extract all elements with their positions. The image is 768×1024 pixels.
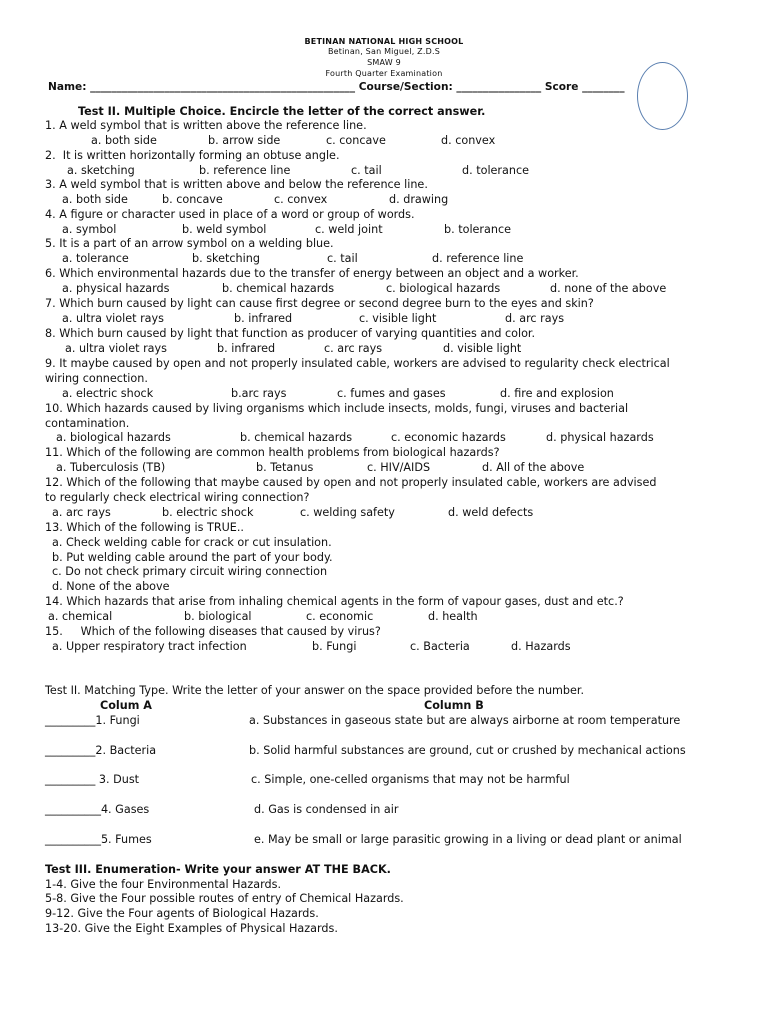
- mc-option: d. fire and explosion: [500, 387, 614, 400]
- exam-title: Fourth Quarter Examination: [325, 69, 443, 78]
- mc-instruction: Test II. Multiple Choice. Encircle the letter of the correct answer.: [78, 105, 486, 118]
- enumeration-item: 1-4. Give the four Environmental Hazards.: [45, 878, 282, 891]
- mc-option: c. HIV/AIDS: [367, 461, 431, 474]
- mc-option: d. physical hazards: [546, 431, 654, 444]
- mc-option: b. arrow side: [208, 134, 281, 147]
- mc-option: b. chemical hazards: [240, 431, 353, 444]
- enumeration-instruction: Test III. Enumeration- Write your answer AT THE BACK.: [45, 863, 391, 876]
- score-circle: [637, 62, 688, 130]
- mc-question: 2. It is written horizontally forming an obtuse angle.: [45, 149, 340, 162]
- mc-option: c. visible light: [359, 312, 437, 325]
- mc-option: d. All of the above: [482, 461, 585, 474]
- mc-option: d. drawing: [389, 193, 449, 206]
- mc-question: to regularly check electrical wiring connection?: [45, 491, 310, 504]
- mc-option: b. Fungi: [312, 640, 357, 653]
- mc-option: c. convex: [274, 193, 328, 206]
- mc-option: a. ultra violet rays: [65, 342, 167, 355]
- matching-choice: a. Substances in gaseous state but are always airborne at room temperature: [249, 714, 681, 727]
- mc-option: b. tolerance: [444, 223, 512, 236]
- mc-option: d. visible light: [443, 342, 522, 355]
- mc-option: b. concave: [162, 193, 223, 206]
- matching-item: __________5. Fumes: [45, 833, 152, 846]
- matching-choice: b. Solid harmful substances are ground, cut or crushed by mechanical actions: [249, 744, 686, 757]
- matching-item: _________ 3. Dust: [45, 773, 140, 786]
- mc-question: 6. Which environmental hazards due to the transfer of energy between an object and a worker.: [45, 267, 579, 280]
- mc-option: b. Tetanus: [256, 461, 314, 474]
- mc-option: c. welding safety: [300, 506, 395, 519]
- mc-question: 10. Which hazards caused by living organisms which include insects, molds, fungi, viruses and bacterial: [45, 402, 629, 415]
- mc-option: a. chemical: [48, 610, 113, 623]
- mc-option: c. Bacteria: [410, 640, 470, 653]
- mc-option: b. reference line: [199, 164, 291, 177]
- mc-question: 14. Which hazards that arise from inhaling chemical agents in the form of vapour gases, dust and etc.?: [45, 595, 624, 608]
- mc-option: d. None of the above: [52, 580, 170, 593]
- mc-option: b. electric shock: [162, 506, 254, 519]
- mc-option: a. tolerance: [62, 252, 129, 265]
- matching-instruction: Test II. Matching Type. Write the letter of your answer on the space provided before the number.: [45, 684, 585, 697]
- mc-option: a. biological hazards: [56, 431, 171, 444]
- mc-question: 4. A figure or character used in place of a word or group of words.: [45, 208, 415, 221]
- mc-option: c. economic hazards: [391, 431, 506, 444]
- mc-question: 13. Which of the following is TRUE..: [45, 521, 244, 534]
- matching-choice: d. Gas is condensed in air: [254, 803, 399, 816]
- matching-item: __________4. Gases: [45, 803, 150, 816]
- mc-question: 3. A weld symbol that is written above and below the reference line.: [45, 178, 428, 191]
- mc-option: a. Upper respiratory tract infection: [52, 640, 247, 653]
- mc-option: a. both side: [62, 193, 128, 206]
- matching-choice: e. May be small or large parasitic growing in a living or dead plant or animal: [254, 833, 682, 846]
- mc-option: b. infrared: [217, 342, 276, 355]
- mc-option: c. weld joint: [315, 223, 383, 236]
- mc-option: a. electric shock: [62, 387, 154, 400]
- mc-question: contamination.: [45, 417, 130, 430]
- mc-question: 8. Which burn caused by light that function as producer of varying quantities and color.: [45, 327, 536, 340]
- mc-option: a. physical hazards: [62, 282, 170, 295]
- mc-option: d. weld defects: [448, 506, 534, 519]
- enumeration-item: 5-8. Give the Four possible routes of entry of Chemical Hazards.: [45, 892, 404, 905]
- mc-option: b. chemical hazards: [222, 282, 335, 295]
- mc-question: 11. Which of the following are common health problems from biological hazards?: [45, 446, 500, 459]
- mc-option: a. ultra violet rays: [62, 312, 164, 325]
- mc-question: 1. A weld symbol that is written above the reference line.: [45, 119, 367, 132]
- mc-option: b. Put welding cable around the part of your body.: [52, 551, 333, 564]
- mc-option: d. health: [428, 610, 478, 623]
- name-line: Name: __________________________________________________ Course/Section: ________________ Score ________: [48, 81, 625, 93]
- subject-title: SMAW 9: [367, 58, 401, 67]
- mc-option: c. Do not check primary circuit wiring connection: [52, 565, 328, 578]
- matching-item: _________2. Bacteria: [45, 744, 157, 757]
- mc-question: 15. Which of the following diseases that caused by virus?: [45, 625, 381, 638]
- mc-option: d. none of the above: [550, 282, 667, 295]
- mc-question: 7. Which burn caused by light can cause first degree or second degree burn to the eyes and skin?: [45, 297, 594, 310]
- mc-option: a. symbol: [62, 223, 117, 236]
- mc-option: c. arc rays: [324, 342, 383, 355]
- matching-choice: c. Simple, one-celled organisms that may not be harmful: [251, 773, 570, 786]
- mc-option: d. tolerance: [462, 164, 530, 177]
- mc-option: c. biological hazards: [386, 282, 501, 295]
- matching-item: _________1. Fungi: [45, 714, 140, 727]
- mc-option: c. economic: [306, 610, 374, 623]
- mc-option: c. tail: [351, 164, 382, 177]
- enumeration-item: 9-12. Give the Four agents of Biological Hazards.: [45, 907, 319, 920]
- mc-option: c. concave: [326, 134, 386, 147]
- column-a-header: Colum A: [100, 699, 152, 712]
- mc-option: c. tail: [327, 252, 358, 265]
- column-b-header: Column B: [424, 699, 484, 712]
- mc-option: d. Hazards: [511, 640, 571, 653]
- school-address: Betinan, San Miguel, Z.D.S: [327, 47, 440, 56]
- mc-question: 12. Which of the following that maybe caused by open and not properly insulated cable, workers are advised: [45, 476, 657, 489]
- mc-option: a. arc rays: [52, 506, 111, 519]
- mc-option: b. weld symbol: [182, 223, 267, 236]
- mc-option: b. sketching: [192, 252, 260, 265]
- mc-question: 5. It is a part of an arrow symbol on a welding blue.: [45, 237, 334, 250]
- mc-option: d. arc rays: [505, 312, 565, 325]
- mc-question: 9. It maybe caused by open and not properly insulated cable, workers are advised to regularity check electrical: [45, 357, 670, 370]
- mc-option: d. reference line: [432, 252, 524, 265]
- school-name: BETINAN NATIONAL HIGH SCHOOL: [304, 37, 464, 46]
- mc-option: b. infrared: [234, 312, 293, 325]
- mc-option: a. Tuberculosis (TB): [56, 461, 166, 474]
- mc-option: a. both side: [91, 134, 157, 147]
- mc-option: b. biological: [184, 610, 252, 623]
- mc-option: a. sketching: [67, 164, 135, 177]
- mc-option: c. fumes and gases: [337, 387, 446, 400]
- mc-option: a. Check welding cable for crack or cut insulation.: [52, 536, 332, 549]
- mc-option: b.arc rays: [231, 387, 287, 400]
- enumeration-item: 13-20. Give the Eight Examples of Physical Hazards.: [45, 922, 338, 935]
- mc-question: wiring connection.: [45, 372, 148, 385]
- mc-option: d. convex: [441, 134, 496, 147]
